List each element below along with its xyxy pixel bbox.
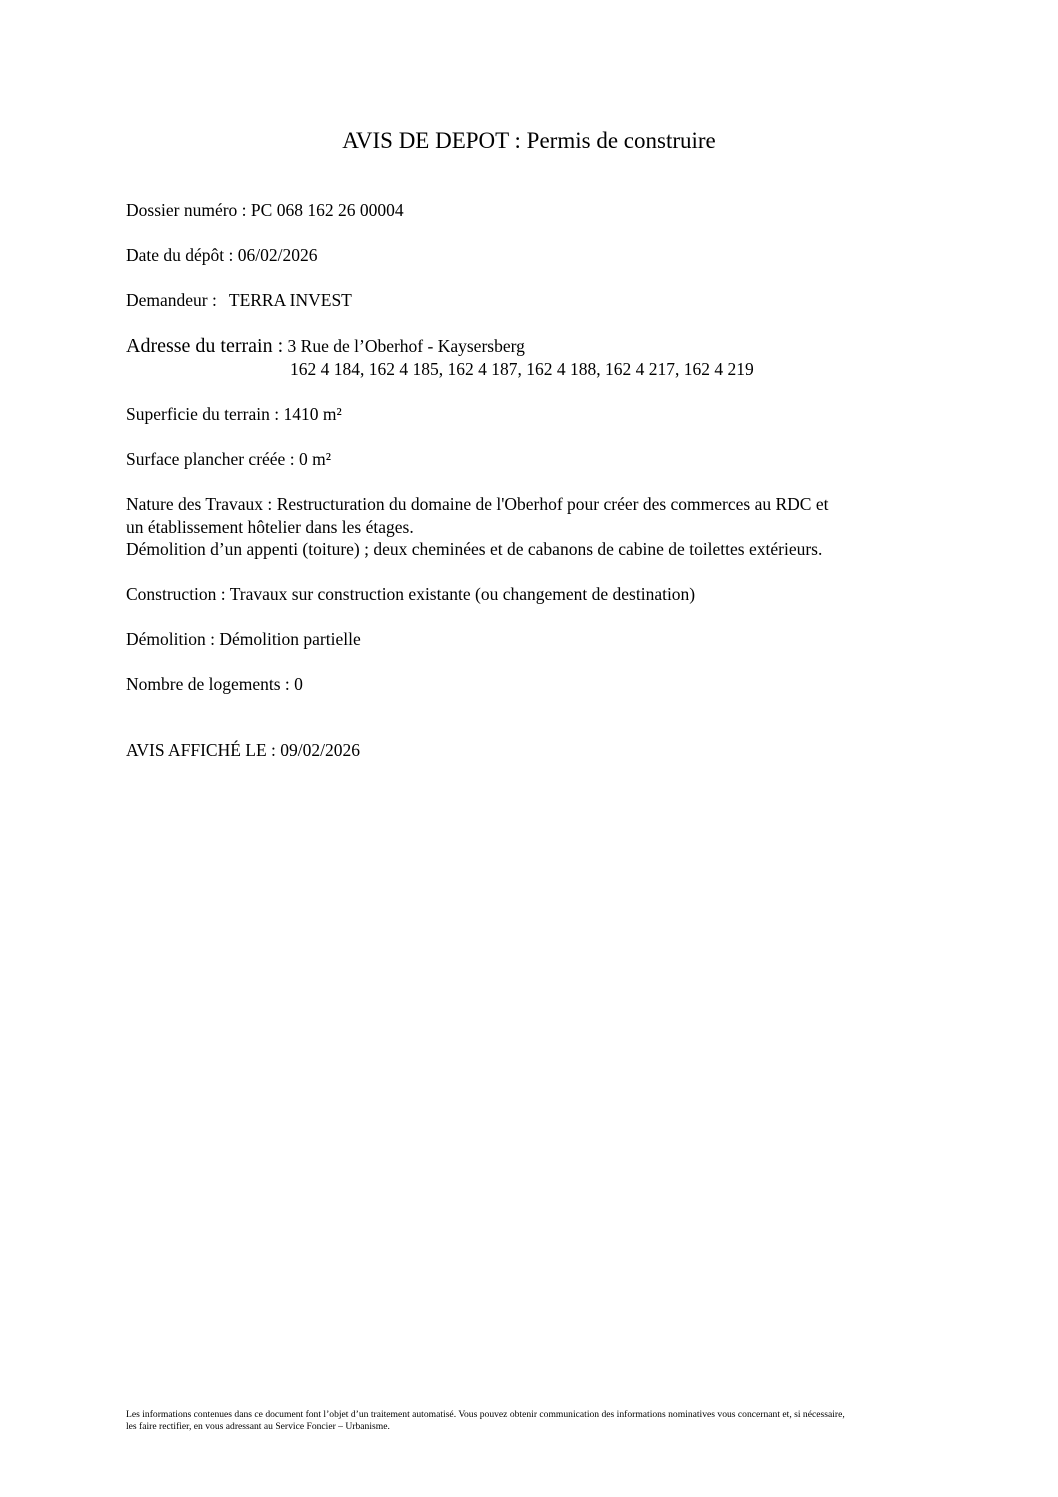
construction-line [126, 583, 695, 605]
construction-value: Travaux sur construction existante (ou changement de destination) [229, 584, 696, 604]
demandeur-value: TERRA INVEST [228, 290, 352, 310]
dossier-value: PC 068 162 26 00004 [250, 200, 404, 220]
nature-line-1 [126, 493, 828, 515]
date-depot-value: 06/02/2026 [237, 245, 318, 265]
adresse-label: Adresse du terrain : [126, 335, 284, 357]
footer-notice [126, 1409, 936, 1433]
nature-line-3: Démolition d’un appenti (toiture) ; deux cheminées et de cabanons de cabine de toilettes extérieurs. [126, 539, 823, 559]
demolition-value: Démolition partielle [219, 629, 361, 649]
nature-value-1: Restructuration du domaine de l'Oberhof pour créer des commerces au RDC et [276, 494, 829, 514]
surface-plancher-line [126, 448, 331, 470]
date-depot-label: Date du dépôt : [126, 245, 234, 265]
superficie-line [126, 403, 342, 425]
demandeur-line [126, 289, 352, 311]
surface-plancher-label: Surface plancher créée : [126, 449, 295, 469]
avis-affiche-value: 09/02/2026 [280, 740, 361, 760]
nature-label: Nature des Travaux : [126, 494, 273, 514]
avis-affiche-line [126, 739, 360, 761]
dossier-line [126, 199, 404, 221]
adresse-line [126, 335, 525, 357]
nature-line-2: un établissement hôtelier dans les étages. [126, 517, 414, 537]
adresse-value: 3 Rue de l’Oberhof - Kaysersberg [287, 336, 525, 356]
demolition-label: Démolition : [126, 629, 215, 649]
logements-line [126, 673, 303, 695]
parcelles-line: 162 4 184, 162 4 185, 162 4 187, 162 4 188, 162 4 217, 162 4 219 [290, 359, 754, 379]
demandeur-label: Demandeur : [126, 290, 217, 310]
footer-line-2: les faire rectifier, en vous adressant au Service Foncier – Urbanisme. [126, 1421, 390, 1432]
avis-affiche-label: AVIS AFFICHÉ LE : [126, 740, 276, 760]
superficie-value: 1410 m² [283, 404, 342, 424]
logements-value: 0 [294, 674, 303, 694]
surface-plancher-value: 0 m² [298, 449, 331, 469]
demolition-line [126, 628, 361, 650]
construction-label: Construction : [126, 584, 226, 604]
logements-label: Nombre de logements : [126, 674, 290, 694]
date-depot-line [126, 244, 318, 266]
footer-line-1: Les informations contenues dans ce document font l’objet d’un traitement automatisé. Vous pouvez obtenir communication des informations nominatives vous concernant et, si nécessaire, [126, 1409, 845, 1420]
dossier-label: Dossier numéro : [126, 200, 247, 220]
superficie-label: Superficie du terrain : [126, 404, 280, 424]
page-title: AVIS DE DEPOT : Permis de construire [342, 128, 716, 153]
